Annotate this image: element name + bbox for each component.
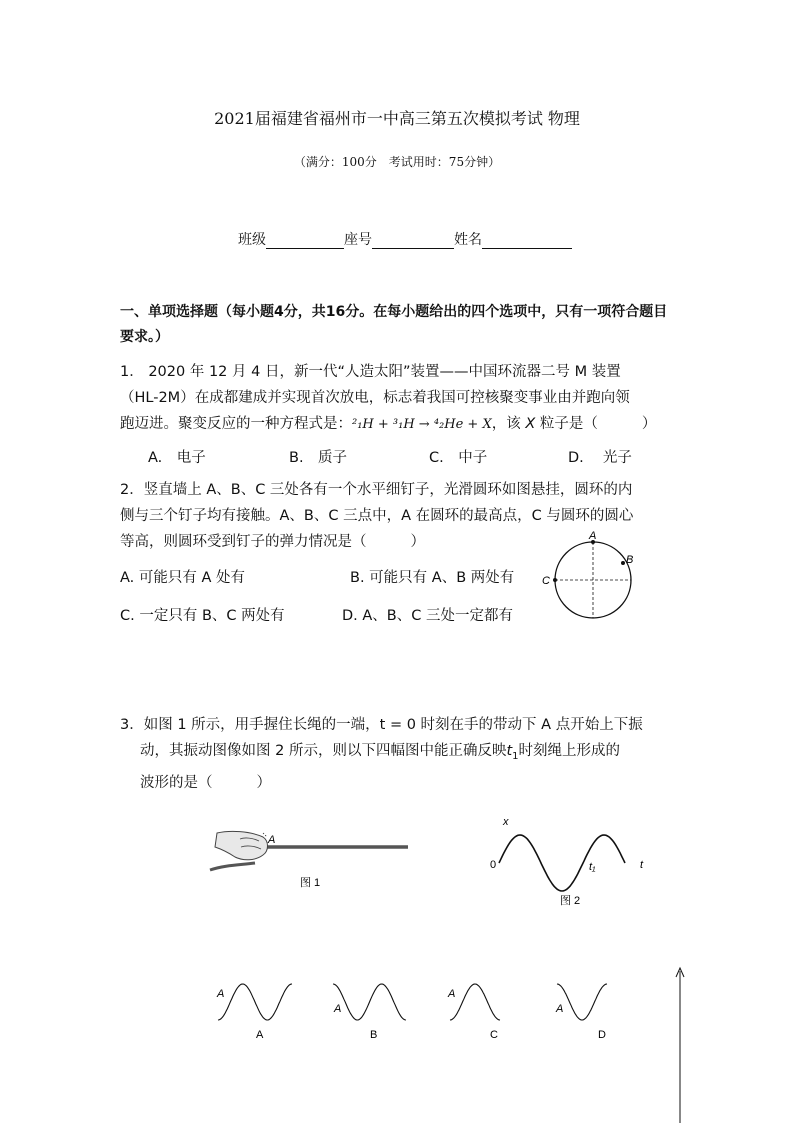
choice-d[interactable] [555,984,607,1041]
question-1 [120,359,680,438]
choice-d-label: D [598,1029,606,1041]
choice-c-point: A [448,988,456,1000]
q2-option-d[interactable]: D. A、B、C 三处一定都有 [342,608,513,624]
q1-line3: 跑迈进。聚变反应的一种方程式是：²₁H + ³₁H → ⁴₂He + X，该 X 粒子是（ ） [120,416,657,432]
q2-option-c[interactable]: C. 一定只有 B、C 两处有 [120,608,285,624]
choice-c[interactable] [447,984,500,1041]
choice-c-wave [450,984,500,1020]
fig1-point-a: A [268,834,276,846]
q1-option-a[interactable]: A. 电子 [148,450,206,466]
question-3 [120,712,680,796]
figure-1-hand-rope [205,825,415,895]
choice-c-label: C [490,1029,498,1041]
q2-line1: 2．竖直墙上 A、B、C 三处各有一个水平细钉子，光滑圆环如图悬挂，圆环的内 [120,482,633,498]
fig2-caption: 图 2 [560,895,581,907]
q1-line1: 1． 2020 年 12 月 4 日，新一代“人造太阳”装置——中国环流器二号 M 装置 [120,364,621,380]
fig2-t1-label: t₁ [589,861,596,873]
name-blank[interactable] [482,234,572,249]
seat-label: 座号 [344,232,372,248]
choice-b-wave [333,984,406,1020]
page-title: 2021届福建省福州市一中高三第五次模拟考试 物理 [214,109,580,128]
section-heading: 一、单项选择题（每小题4分，共16分。在每小题给出的四个选项中，只有一项符合题目要求。） [120,304,668,345]
q1-option-b[interactable]: B. 质子 [289,450,348,466]
choice-b-point: A [334,1003,342,1015]
ring-label-b: B [626,554,634,566]
ring-label-a: A [589,530,597,542]
q1-line2: （HL-2M）在成都建成并实现首次放电，标志着我国可控核聚变事业由并跑向领 [120,390,630,406]
choice-a-label: A [256,1029,264,1041]
q2-line2: 侧与三个钉子均有接触。A、B、C 三点中，A 在圆环的最高点，C 与圆环的圆心 [120,508,634,524]
q3-line1: 3．如图 1 所示，用手握住长绳的一端，t = 0 时刻在手的带动下 A 点开始上下振 [120,717,643,733]
q3-line2: 动，其振动图像如图 2 所示，则以下四幅图中能正确反映$t_1$时刻绳上形成的 [140,743,621,762]
fig2-wave-curve [499,835,625,891]
q1-option-c[interactable]: C. 中子 [429,450,488,466]
class-label: 班级 [238,232,266,248]
choice-d-wave [557,984,607,1020]
q2-line3: 等高，则圆环受到钉子的弹力情况是（ ） [120,534,425,550]
class-blank[interactable] [266,234,344,249]
nail-b [621,561,625,565]
seat-blank[interactable] [372,234,454,249]
q1-option-d[interactable]: D. 光子 [568,450,632,466]
rope-tail [210,863,255,870]
choice-b-label: B [370,1029,378,1041]
q2-option-a[interactable]: A. 可能只有 A 处有 [120,570,246,586]
exam-info: （满分：100分 考试用时：75分钟） [293,155,501,169]
choice-a-wave [218,984,292,1020]
fig2-origin: 0 [490,859,497,871]
q2-option-b[interactable]: B. 可能只有 A、B 两处有 [350,570,515,586]
choice-d-point: A [556,1003,564,1015]
nail-c [553,578,557,582]
choice-a-point: A [217,988,225,1000]
figure-2-vibration-graph [485,815,655,910]
hand-icon [215,831,268,859]
choice-b[interactable] [333,984,406,1041]
fig1-caption: 图 1 [300,877,321,889]
name-label: 姓名 [454,232,482,248]
q3-line3: 波形的是（ ） [140,774,271,791]
student-info-fields [238,229,572,249]
choice-a[interactable] [216,984,292,1041]
ring-figure [540,528,640,628]
fig2-axis-t: t [640,859,644,871]
fusion-equation: ²₁H + ³₁H → ⁴₂He + X [352,417,492,432]
margin-arrow [672,965,688,1123]
q3-choice-waveforms [210,970,660,1050]
point-a-marker [263,833,267,837]
fig2-axis-x: x [503,816,509,828]
ring-label-c: C [542,575,550,587]
